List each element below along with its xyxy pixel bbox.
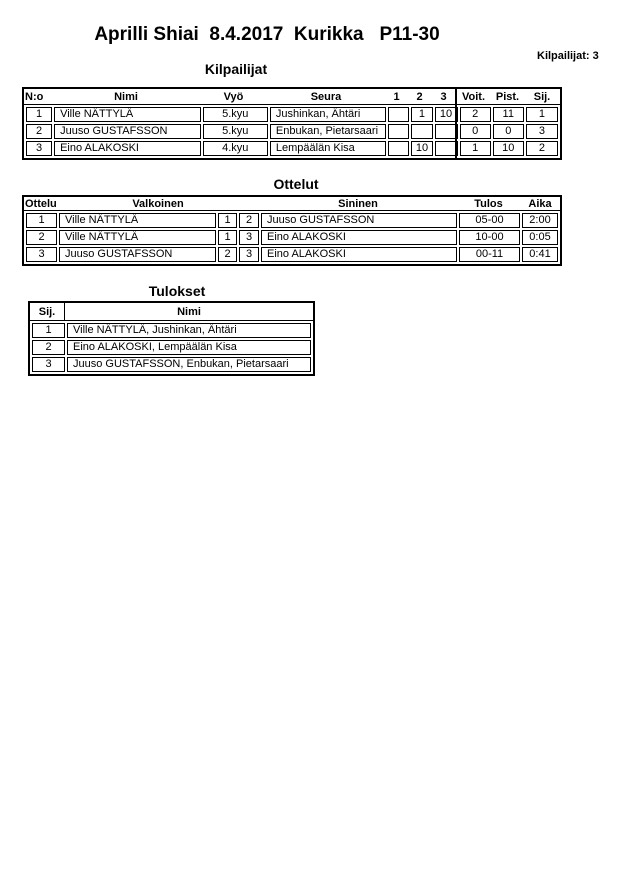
- cell-white: Ville NÄTTYLÄ: [59, 213, 216, 228]
- cell-match-no: 3: [26, 247, 57, 262]
- cell-m2: 1: [411, 107, 432, 122]
- header-cell-sininen: Sininen: [338, 197, 378, 210]
- header-cell-pist: Pist.: [495, 90, 520, 103]
- results-table: [28, 301, 315, 376]
- cell-vyo: 5.kyu: [203, 107, 268, 122]
- header-cell-2: 2: [416, 90, 423, 103]
- results-table-header-row: [30, 303, 313, 321]
- cell-no: 2: [26, 124, 52, 139]
- cell-white: Ville NÄTTYLÄ: [59, 230, 216, 245]
- page-title: Aprilli Shiai 8.4.2017 Kurikka P11-30: [94, 24, 440, 45]
- cell-result: 05-00: [459, 213, 520, 228]
- cell-vyo: 5.kyu: [203, 124, 268, 139]
- cell-sij: 2: [526, 141, 558, 156]
- header-cell-voit: Voit.: [461, 90, 485, 103]
- group-separator-line: [455, 89, 457, 158]
- cell-pist: 0: [493, 124, 524, 139]
- cell-blue-no: 3: [239, 230, 259, 245]
- cell-blue: Juuso GUSTAFSSON: [261, 213, 457, 228]
- cell-nimi: Eino ALAKOSKI: [54, 141, 201, 156]
- cell-seura: Enbukan, Pietarsaari: [270, 124, 386, 139]
- table-row: [32, 357, 311, 372]
- cell-sij: 3: [526, 124, 558, 139]
- cell-name: Eino ALAKOSKI, Lempäälän Kisa: [67, 340, 311, 355]
- cell-rank: 3: [32, 357, 65, 372]
- header-cell-1: 1: [393, 90, 400, 103]
- table-row: [26, 247, 558, 262]
- section-title-kilpailijat: Kilpailijat: [204, 61, 268, 77]
- cell-pist: 11: [493, 107, 524, 122]
- header-cell-sij: Sij.: [533, 90, 551, 103]
- cell-white-no: 1: [218, 230, 237, 245]
- table-row: [26, 213, 558, 228]
- header-cell-seura: Seura: [310, 90, 342, 103]
- cell-blue-no: 2: [239, 213, 259, 228]
- cell-sij: 1: [526, 107, 558, 122]
- table-row: [26, 230, 558, 245]
- cell-pist: 10: [493, 141, 524, 156]
- cell-voit: 2: [460, 107, 491, 122]
- cell-blue-no: 3: [239, 247, 259, 262]
- cell-time: 0:05: [522, 230, 558, 245]
- cell-white-no: 2: [218, 247, 237, 262]
- cell-blue: Eino ALAKOSKI: [261, 247, 457, 262]
- cell-m2: 10: [411, 141, 432, 156]
- header-cell-aika: Aika: [528, 197, 552, 210]
- cell-result: 10-00: [459, 230, 520, 245]
- header-cell-3: 3: [440, 90, 447, 103]
- cell-result: 00-11: [459, 247, 520, 262]
- header-cell-nimi: Nimi: [114, 90, 138, 103]
- section-title-tulokset: Tulokset: [148, 283, 206, 299]
- cell-match-no: 1: [26, 213, 57, 228]
- cell-nimi: Ville NÄTTYLÄ: [54, 107, 201, 122]
- cell-m2: [411, 124, 432, 139]
- cell-no: 1: [26, 107, 52, 122]
- cell-rank: 1: [32, 323, 65, 338]
- cell-m1: [388, 124, 409, 139]
- header-cell-nimi: Nimi: [177, 305, 201, 318]
- table-row: [26, 124, 558, 139]
- competitors-table-body: [24, 105, 560, 158]
- header-cell-vyo: Vyö: [223, 90, 244, 103]
- table-row: [26, 141, 558, 156]
- cell-time: 0:41: [522, 247, 558, 262]
- cell-seura: Jushinkan, Ähtäri: [270, 107, 386, 122]
- section-title-ottelut: Ottelut: [273, 176, 319, 192]
- cell-vyo: 4.kyu: [203, 141, 268, 156]
- results-table-body: [30, 321, 313, 374]
- header-cell-valkoinen: Valkoinen: [132, 197, 184, 210]
- matches-table: [22, 195, 562, 266]
- competitors-table-header-row: [24, 89, 560, 105]
- header-cell-no: N:o: [25, 90, 44, 103]
- cell-match-no: 2: [26, 230, 57, 245]
- competitors-count-label: Kilpailijat: 3: [537, 50, 599, 62]
- header-cell-sij: Sij.: [30, 303, 65, 320]
- cell-white-no: 1: [218, 213, 237, 228]
- cell-white: Juuso GUSTAFSSON: [59, 247, 216, 262]
- cell-blue: Eino ALAKOSKI: [261, 230, 457, 245]
- cell-seura: Lempäälän Kisa: [270, 141, 386, 156]
- cell-m3: 10: [435, 107, 458, 122]
- cell-no: 3: [26, 141, 52, 156]
- cell-nimi: Juuso GUSTAFSSON: [54, 124, 201, 139]
- competitors-table: [22, 87, 562, 160]
- header-cell-ottelu: Ottelu: [25, 197, 57, 210]
- table-row: [32, 340, 311, 355]
- cell-voit: 1: [460, 141, 491, 156]
- cell-voit: 0: [460, 124, 491, 139]
- cell-m1: [388, 107, 409, 122]
- matches-table-body: [24, 211, 560, 264]
- cell-m1: [388, 141, 409, 156]
- table-row: [32, 323, 311, 338]
- table-row: [26, 107, 558, 122]
- cell-rank: 2: [32, 340, 65, 355]
- matches-table-header-row: [24, 197, 560, 211]
- cell-time: 2:00: [522, 213, 558, 228]
- header-cell-tulos: Tulos: [474, 197, 503, 210]
- cell-name: Juuso GUSTAFSSON, Enbukan, Pietarsaari: [67, 357, 311, 372]
- cell-name: Ville NÄTTYLÄ, Jushinkan, Ähtäri: [67, 323, 311, 338]
